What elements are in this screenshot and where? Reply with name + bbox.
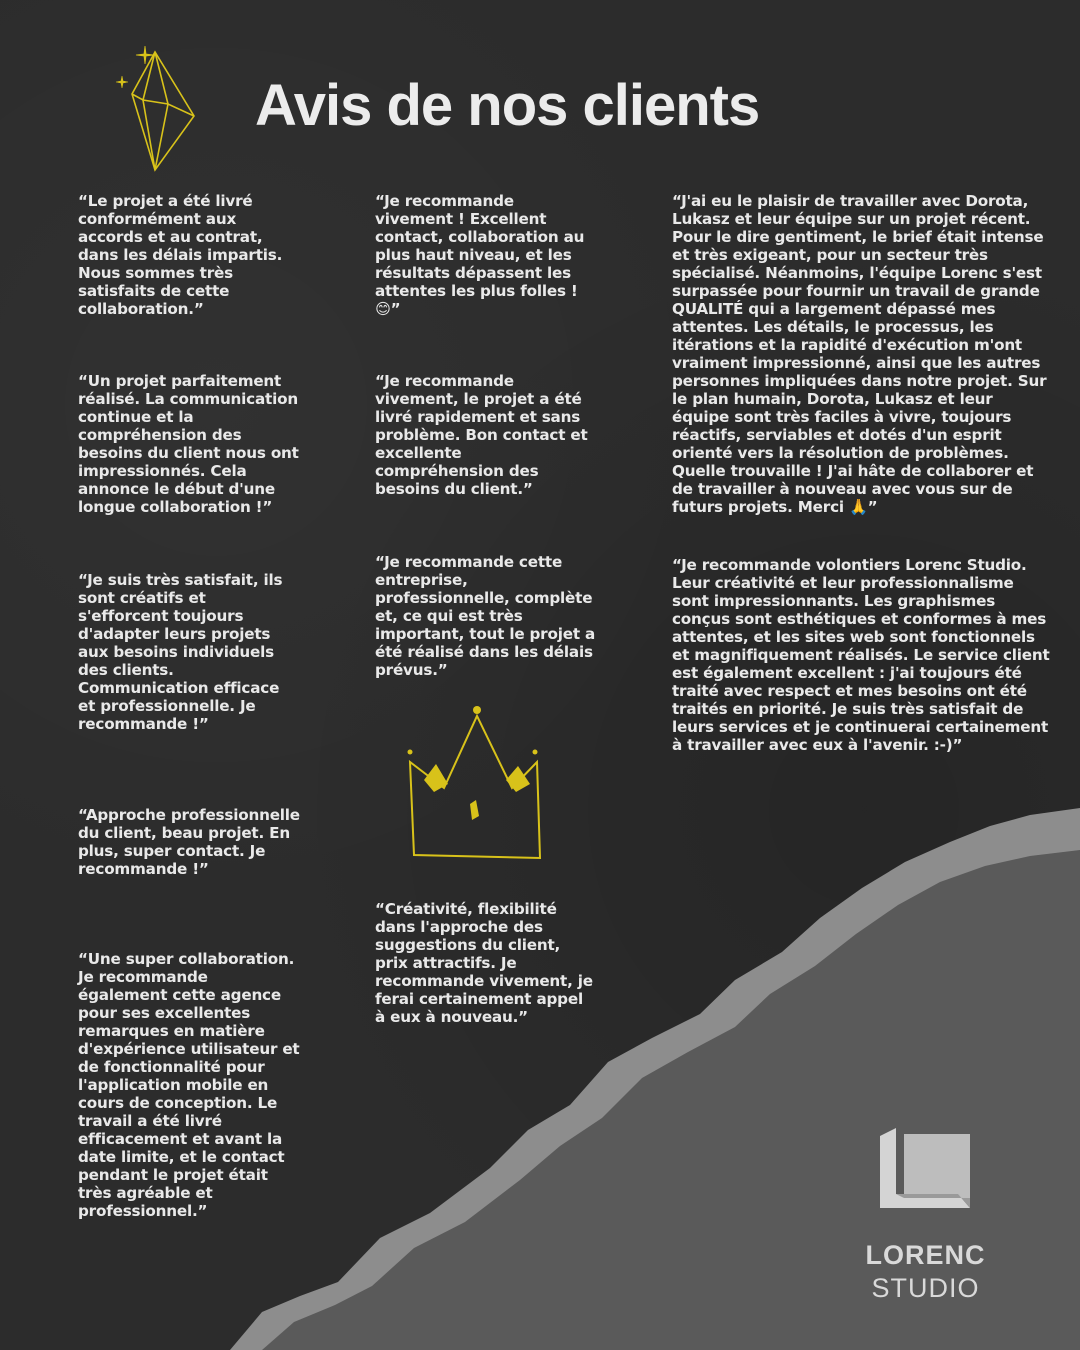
review-text: “J'ai eu le plaisir de travailler avec Dorota, Lukasz et leur équipe sur un projet récent. Pour le dire gentiment, le brief était intense et très exigeant, pour un secteur très spécialisé. Néanmoins, l'équipe Lorenc s'est surpassée pour fournir un travail de grande QUALITÉ qui a largement dépassé mes attentes. Les détails, le processus, les itérations et la rapidité d'exécution m'ont vraiment impressionné, ainsi que les autres personnes impliquées dans notre projet. Sur le plan humain, Dorota, Lukasz et leur équipe sont très faciles à vivre, toujours réactifs, serviables et dotés d'un esprit orienté vers la résolution de problèmes. Quelle trouvaille ! J'ai hâte de collaborer et de travailler à nouveau avec vous sur de futurs projets. Merci 🙏” (672, 192, 1047, 516)
review-text: “Je recommande volontiers Lorenc Studio. Leur créativité et leur professionnalisme sont impressionnants. Les graphismes conçus sont esthétiques et conformes à mes attentes, et les sites web sont fonctionnels et magnifiquement réalisés. Le service client est également excellent : j'ai toujours été traité avec respect et mes besoins ont été traités en priorité. Je suis très satisfait de leurs services et je continuerai certainement à travailler avec eux à l'avenir. :-)” (672, 556, 1050, 754)
crown-sketch-icon (402, 700, 547, 865)
review-text: “Je suis très satisfait, ils sont créatifs et s'efforcent toujours d'adapter leurs projets aux besoins individuels des clients. Communication efficace et professionnelle. Je recommande !” (78, 571, 283, 733)
page-title: Avis de nos clients (255, 73, 760, 138)
lorenc-logo-icon (878, 1128, 973, 1218)
brand-wordmark (848, 1240, 1003, 1304)
diamond-sketch-icon (110, 42, 200, 172)
review-text: “Je recommande vivement, le projet a été livré rapidement et sans problème. Bon contact et excellente compréhension des besoins du client.” (375, 372, 588, 498)
review-text: “Un projet parfaitement réalisé. La communication continue et la compréhension des besoins du client nous ont impressionnés. Cela annonce le début d'une longue collaboration !” (78, 372, 299, 516)
review-text: “Je recommande vivement ! Excellent contact, collaboration au plus haut niveau, et les résultats dépassent les attentes les plus folles ! 😊” (375, 192, 585, 318)
brand-name: LORENC (865, 1240, 986, 1270)
review-text: “Approche professionnelle du client, beau projet. En plus, super contact. Je recommande !” (78, 806, 300, 878)
review-text: “Une super collaboration. Je recommande également cette agence pour ses excellentes remarques en matière d'expérience utilisateur et de fonctionnalité pour l'application mobile en cours de conception. Le travail a été livré efficacement et avant la date limite, et le contact pendant le projet était très agréable et professionnel.” (78, 950, 300, 1220)
brand-subname: STUDIO (871, 1273, 980, 1303)
review-text: “Le projet a été livré conformément aux accords et au contrat, dans les délais impartis. Nous sommes très satisfaits de cette collaboration.” (78, 192, 283, 318)
review-text: “Je recommande cette entreprise, professionnelle, complète et, ce qui est très important, tout le projet a été réalisé dans les délais prévus.” (375, 553, 596, 679)
review-text: “Créativité, flexibilité dans l'approche des suggestions du client, prix attractifs. Je recommande vivement, je ferai certainement appel à eux à nouveau.” (375, 900, 593, 1026)
